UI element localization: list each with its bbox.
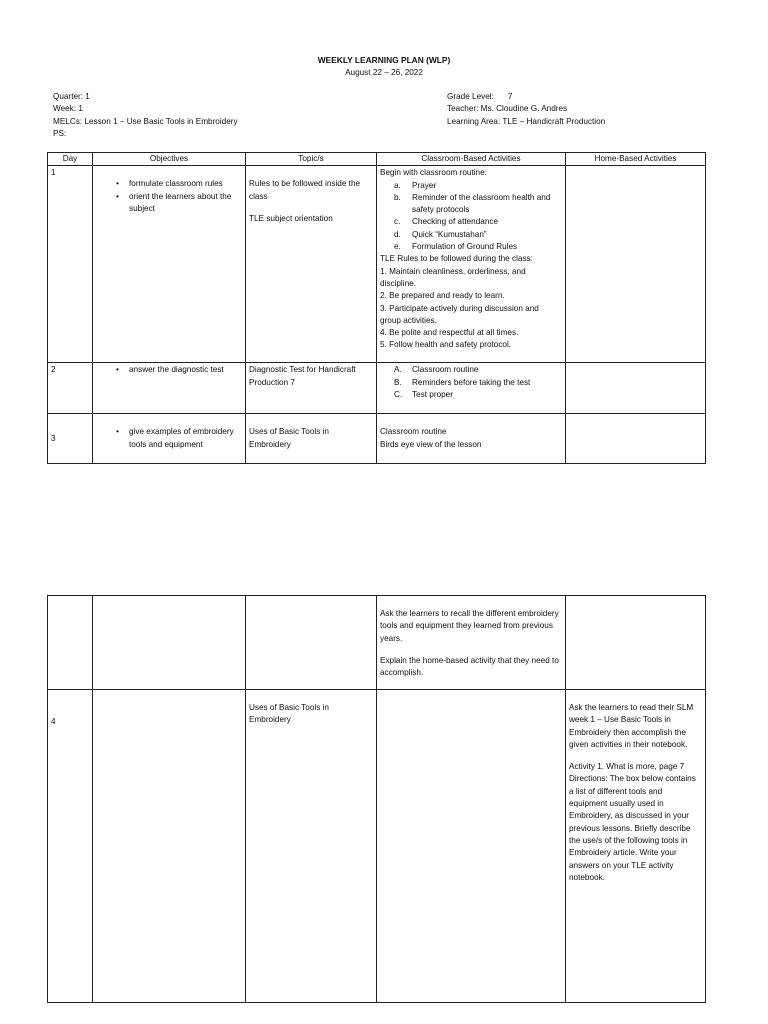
table-header-row bbox=[48, 153, 706, 166]
table-row-day-1 bbox=[48, 166, 706, 363]
weekly-plan-table bbox=[47, 152, 706, 464]
activity-item: B. Reminders before taking the test bbox=[394, 377, 531, 387]
routine-item: b. Reminder of the classroom health and safety protocols bbox=[394, 192, 551, 215]
home-activities-cell bbox=[566, 596, 706, 690]
objectives-cell bbox=[93, 414, 246, 464]
topics-cell bbox=[246, 166, 377, 363]
day-cell bbox=[48, 596, 93, 690]
activity-text: Classroom routine bbox=[380, 427, 447, 437]
routine-item: a. Prayer bbox=[394, 180, 437, 190]
activity-item: C. Test proper bbox=[394, 389, 453, 399]
topics-cell: Diagnostic Test for Handicraft Production 7 bbox=[246, 363, 377, 414]
objective-item: • give examples of embroidery tools and equipment bbox=[96, 426, 242, 451]
activity-item: A. Classroom routine bbox=[394, 365, 479, 375]
activity-text: Birds eye view of the lesson bbox=[380, 439, 482, 449]
classroom-activities-cell bbox=[377, 363, 566, 414]
grade-level-value: 7 bbox=[507, 92, 513, 101]
week-line: Week: 1 bbox=[53, 104, 83, 114]
column-header-objectives: Objectives bbox=[93, 153, 246, 166]
rules-heading: TLE Rules to be followed during the class: bbox=[380, 254, 533, 264]
column-header-day: Day bbox=[48, 153, 93, 166]
home-activities-cell bbox=[566, 166, 706, 363]
rule-item: 3. Participate actively during discussion and group activities. bbox=[380, 303, 539, 325]
classroom-activities-cell bbox=[377, 166, 566, 363]
objectives-cell bbox=[93, 363, 246, 414]
rule-item: 2. Be prepared and ready to learn. bbox=[380, 291, 505, 301]
teacher-line: Teacher: Ms. Cloudine G. Andres bbox=[447, 104, 568, 114]
classroom-activities-cell bbox=[377, 414, 566, 464]
objectives-cell bbox=[93, 690, 246, 1003]
objective-item: • answer the diagnostic test bbox=[96, 364, 242, 376]
routine-item: d. Quick “Kumustahan” bbox=[394, 229, 487, 239]
learning-area-line: Learning Area: TLE – Handicraft Production bbox=[447, 116, 606, 126]
column-header-topics: Topic/s bbox=[246, 153, 377, 166]
objective-item: • formulate classroom rules bbox=[96, 178, 242, 190]
day-cell: 4 bbox=[48, 690, 93, 1003]
day-cell: 3 bbox=[48, 414, 93, 464]
home-activities-cell bbox=[566, 363, 706, 414]
objective-item: • orient the learners about the subject bbox=[96, 191, 242, 216]
routine-intro: Begin with classroom routine: bbox=[380, 168, 487, 178]
home-activity-text: Ask the learners to read their SLM week 1 – Use Basic Tools in Embroidery then accomplish the given activities in their notebook. bbox=[569, 703, 694, 749]
melcs-line: MELCs: Lesson 1 – Use Basic Tools in Embroidery bbox=[53, 116, 238, 126]
home-activity-title: Activity 1. What is more, page 7 bbox=[569, 762, 685, 772]
rule-item: 4. Be polite and respectful at all times. bbox=[380, 328, 519, 338]
quarter-line: Quarter: 1 bbox=[53, 92, 90, 101]
routine-item: e. Formulation of Ground Rules bbox=[394, 242, 518, 252]
table-row-day-3-continued bbox=[48, 596, 706, 690]
header-info-left bbox=[53, 91, 383, 141]
classroom-activities-cell bbox=[377, 596, 566, 690]
home-activities-cell bbox=[566, 414, 706, 464]
routine-item: c. Checking of attendance bbox=[394, 217, 499, 227]
home-activity-directions: Directions: The box below contains a list of different tools and equipment usually used in Embroidery, as discussed in your previous lessons. Briefly describe the use/s of the following tools in Embroidery article. Write your answers on your TLE activity notebook. bbox=[569, 774, 696, 882]
objectives-cell bbox=[93, 166, 246, 363]
topic-text: Rules to be followed inside the class bbox=[249, 179, 361, 201]
topics-cell: Uses of Basic Tools in Embroidery bbox=[246, 690, 377, 1003]
column-header-classroom-activities: Classroom-Based Activities bbox=[377, 153, 566, 166]
weekly-plan-table-continued bbox=[47, 595, 706, 1003]
activity-text: Ask the learners to recall the different embroidery tools and equipment they learned from previous years. bbox=[380, 609, 559, 643]
topics-cell bbox=[246, 596, 377, 690]
objectives-cell bbox=[93, 596, 246, 690]
column-header-home-activities: Home-Based Activities bbox=[566, 153, 706, 166]
header-info-right bbox=[447, 91, 727, 128]
topic-text: TLE subject orientation bbox=[249, 213, 333, 223]
document-title: WEEKLY LEARNING PLAN (WLP) bbox=[317, 55, 451, 65]
table-row-day-3 bbox=[48, 414, 706, 464]
table-row-day-2 bbox=[48, 363, 706, 414]
rule-item: 1. Maintain cleanliness, orderliness, and discipline. bbox=[380, 266, 526, 288]
activity-text: Explain the home-based activity that they need to accomplish. bbox=[380, 655, 559, 678]
classroom-activities-cell bbox=[377, 690, 566, 1003]
rule-item: 5. Follow health and safety protocol. bbox=[380, 340, 512, 350]
topics-cell: Uses of Basic Tools in Embroidery bbox=[246, 414, 377, 464]
table-row-day-4 bbox=[48, 690, 706, 1003]
grade-level-line bbox=[447, 91, 727, 103]
day-cell: 2 bbox=[48, 363, 93, 414]
document-dates: August 22 – 26, 2022 bbox=[345, 68, 423, 77]
grade-level-label: Grade Level: bbox=[447, 92, 494, 101]
home-activities-cell bbox=[566, 690, 706, 1003]
day-cell: 1 bbox=[48, 166, 93, 363]
ps-line: PS: bbox=[53, 129, 67, 139]
